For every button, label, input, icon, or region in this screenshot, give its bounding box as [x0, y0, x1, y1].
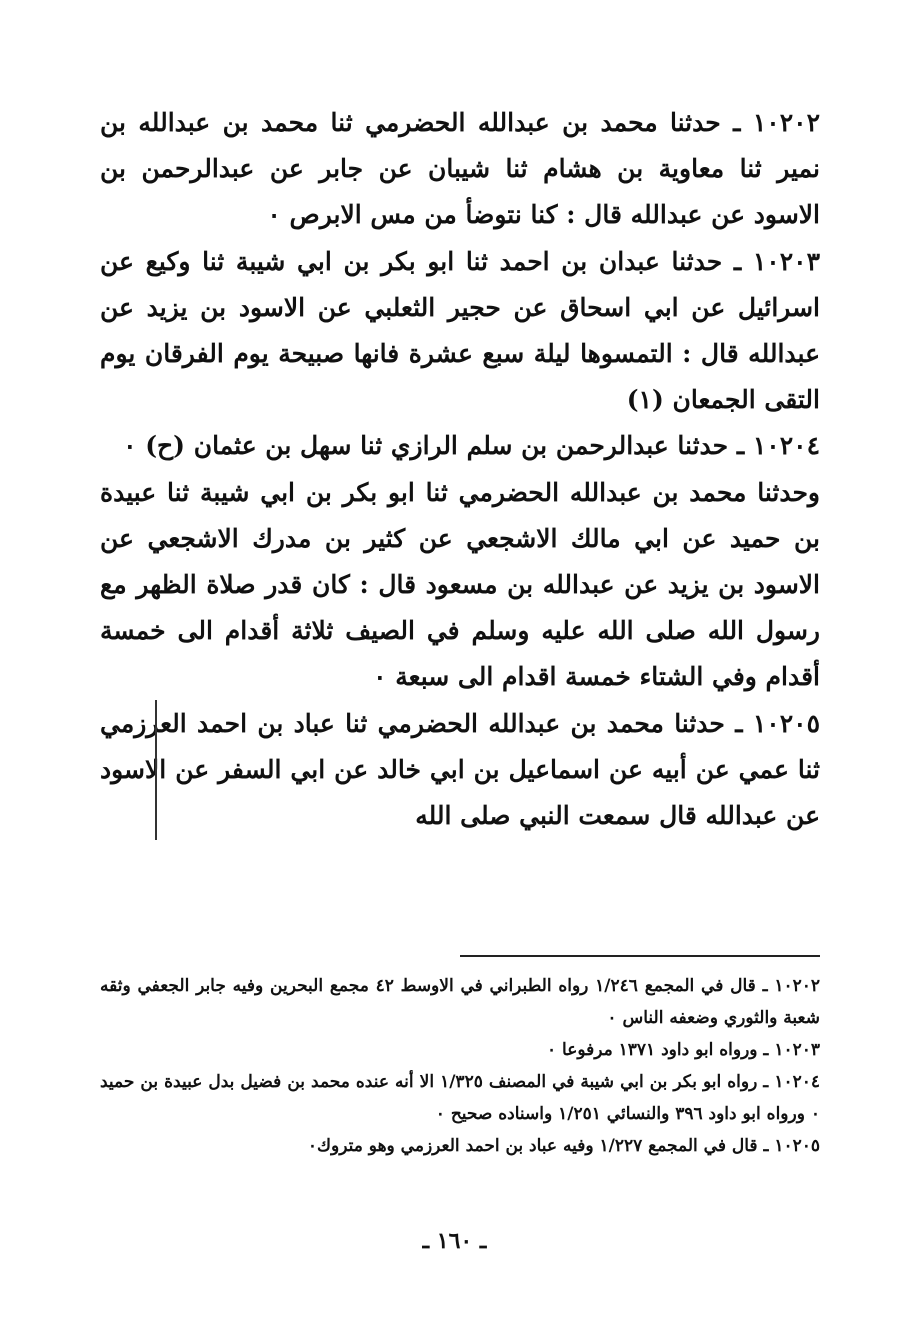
hadith-10204: ١٠٢٠٤ ـ حدثنا عبدالرحمن بن سلم الرازي ثنا سهل بن عثمان (ح) ٠: [123, 431, 820, 461]
footnote-10202: ١٠٢٠٢ ـ قال في المجمع ١/٢٤٦ رواه الطبراني في الاوسط ٤٢ مجمع البحرين وفيه جابر الجعفي وثقه شعبة والثوري وضعفه الناس ٠: [100, 976, 821, 1028]
hadith-10202: ١٠٢٠٢ ـ حدثنا محمد بن عبدالله الحضرمي ثنا محمد بن عبدالله بن نمير ثنا معاوية بن هشام ثنا شيبان عن جابر عن عبدالرحمن بن الاسود عن عبدالله قال : كنا نتوضأ من مس الابرص ٠: [100, 108, 820, 230]
hadith-body: [100, 100, 820, 839]
page-number: ـ ١٦٠ ـ: [422, 1228, 487, 1254]
footnotes: [100, 970, 820, 1162]
footnote-10203: ١٠٢٠٣ ـ ورواه ابو داود ١٣٧١ مرفوعا ٠: [546, 1040, 820, 1060]
footnote-divider: [460, 955, 820, 957]
footnote-10204: ١٠٢٠٤ ـ رواه ابو بكر بن ابي شيبة في المصنف ١/٣٢٥ الا أنه عنده محمد بن فضيل بدل عبيدة بن حميد ٠ ورواه ابو داود ٣٩٦ والنسائي ١/٢٥١ واسناده صحيح ٠: [100, 1072, 820, 1124]
footnote-10205: ١٠٢٠٥ ـ قال في المجمع ١/٢٢٧ وفيه عباد بن احمد العرزمي وهو متروك٠: [307, 1136, 820, 1156]
hadith-10203: ١٠٢٠٣ ـ حدثنا عبدان بن احمد ثنا ابو بكر بن ابي شيبة ثنا وكيع عن اسرائيل عن ابي اسحاق عن حجير الثعلبي عن الاسود بن يزيد عن عبدالله قال : التمسوها ليلة سبع عشرة فانها صبيحة يوم الفرقان يوم التقى الجمعان (١): [100, 246, 820, 415]
hadith-10205: ١٠٢٠٥ ـ حدثنا محمد بن عبدالله الحضرمي ثنا عباد بن احمد العرزمي ثنا عمي عن أبيه عن اسماعيل بن ابي خالد عن ابي السفر عن الاسود عن عبدالله قال سمعت النبي صلى الله: [100, 708, 820, 831]
margin-mark: [155, 700, 157, 840]
hadith-10204-continued: وحدثنا محمد بن عبدالله الحضرمي ثنا ابو بكر بن ابي شيبة ثنا عبيدة بن حميد عن ابي مالك الاشجعي عن كثير بن مدرك الاشجعي عن الاسود بن يزيد عن عبدالله بن مسعود قال : كان قدر صلاة الظهر مع رسول الله صلى الله عليه وسلم في الصيف ثلاثة أقدام الى خمسة أقدام وفي الشتاء خمسة اقدام الى سبعة ٠: [100, 477, 820, 692]
